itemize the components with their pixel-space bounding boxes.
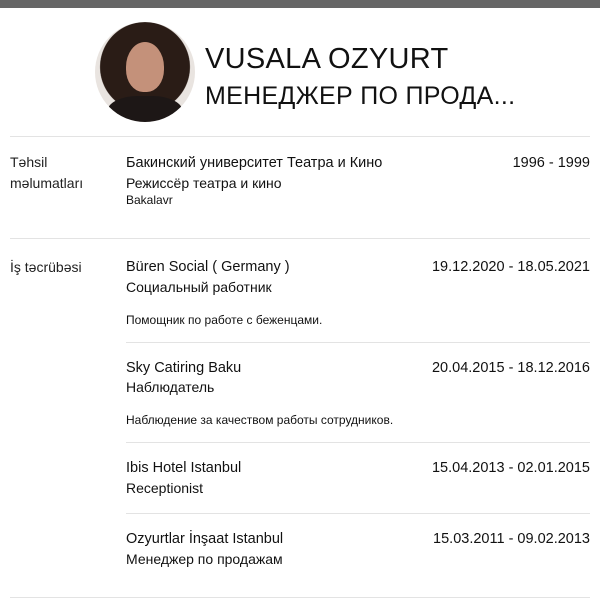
divider <box>10 238 590 239</box>
job-company: Ibis Hotel Istanbul <box>126 460 242 476</box>
divider <box>10 136 590 137</box>
job-description: Наблюдение за качеством работы сотрудников. <box>126 413 394 427</box>
job-role: Receptionist <box>126 480 204 496</box>
divider <box>126 513 590 514</box>
education-institution: Бакинский университет Театра и Кино <box>126 155 383 171</box>
profile-position: МЕНЕДЖЕР ПО ПРОДА... <box>205 82 516 110</box>
avatar <box>95 22 195 122</box>
job-role: Наблюдатель <box>126 379 215 395</box>
job-company: Sky Catiring Baku <box>126 360 242 376</box>
job-company: Büren Social ( Germany ) <box>126 259 290 275</box>
profile-name: VUSALA OZYURT <box>205 43 449 75</box>
top-bar <box>0 0 600 8</box>
job-description: Помощник по работе с беженцами. <box>126 313 323 327</box>
education-dates: 1996 - 1999 <box>512 155 590 171</box>
job-role: Менеджер по продажам <box>126 551 283 567</box>
job-role: Социальный работник <box>126 279 272 295</box>
divider <box>126 342 590 343</box>
job-dates: 15.04.2013 - 02.01.2015 <box>431 460 590 476</box>
divider <box>10 597 590 598</box>
job-dates: 20.04.2015 - 18.12.2016 <box>431 360 590 376</box>
education-degree: Bakalavr <box>126 193 173 207</box>
education-label: Təhsil məlumatları <box>10 154 84 191</box>
education-specialty: Режиссёр театра и кино <box>126 175 282 191</box>
divider <box>126 442 590 443</box>
job-dates: 19.12.2020 - 18.05.2021 <box>431 259 590 275</box>
job-dates: 15.03.2011 - 09.02.2013 <box>433 531 590 547</box>
job-company: Ozyurtlar İnşaat Istanbul <box>126 531 284 547</box>
experience-label: İş təcrübəsi <box>10 259 82 275</box>
